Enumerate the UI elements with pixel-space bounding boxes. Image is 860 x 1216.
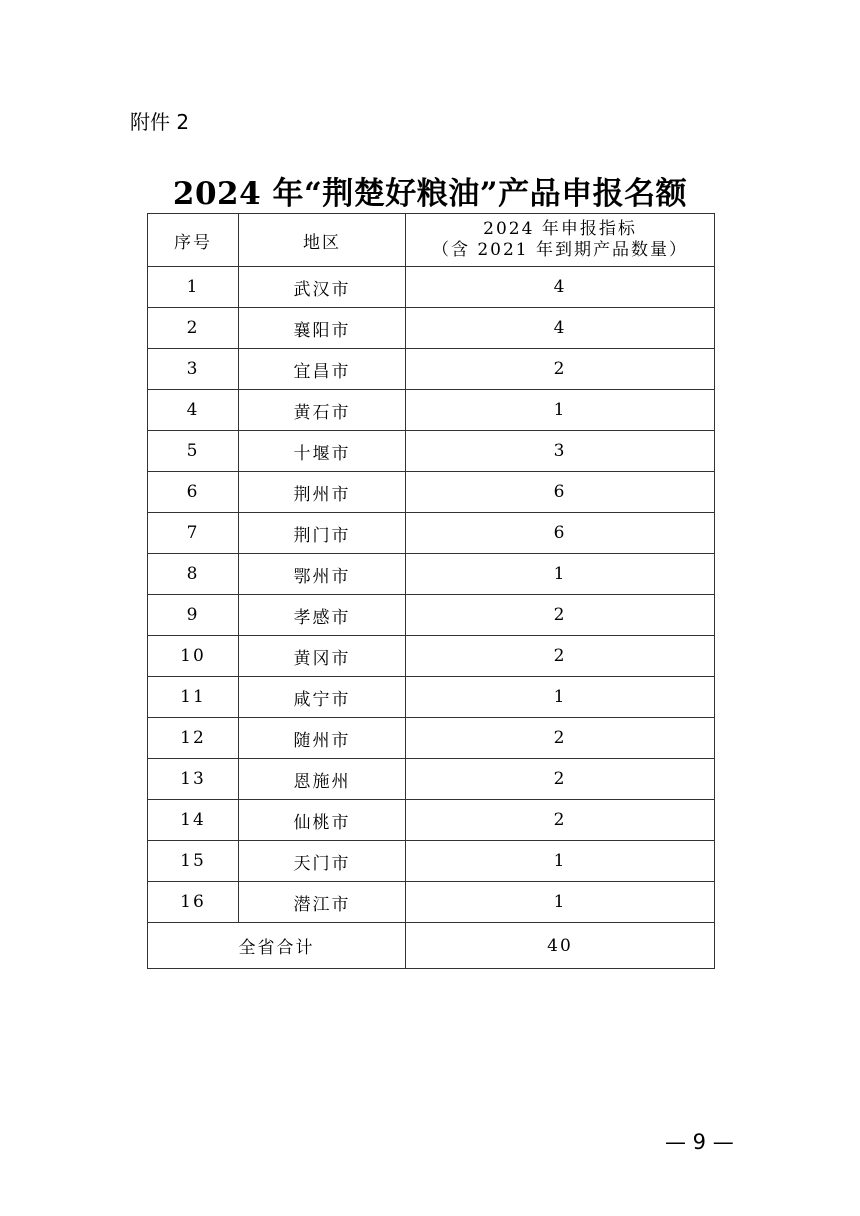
row-index: 2 bbox=[148, 308, 239, 349]
table-row bbox=[148, 390, 715, 431]
row-index: 7 bbox=[148, 513, 239, 554]
table-row bbox=[148, 349, 715, 390]
row-region: 鄂州市 bbox=[239, 554, 406, 595]
page-number: — 9 — bbox=[665, 1130, 734, 1154]
table-row bbox=[148, 472, 715, 513]
row-quota: 2 bbox=[406, 349, 715, 390]
row-quota: 1 bbox=[406, 677, 715, 718]
table-body bbox=[148, 267, 715, 923]
row-index: 4 bbox=[148, 390, 239, 431]
row-quota: 1 bbox=[406, 390, 715, 431]
row-region: 荆州市 bbox=[239, 472, 406, 513]
row-region: 咸宁市 bbox=[239, 677, 406, 718]
row-region: 黄石市 bbox=[239, 390, 406, 431]
table-row bbox=[148, 636, 715, 677]
row-index: 10 bbox=[148, 636, 239, 677]
total-row bbox=[148, 923, 715, 969]
table-row bbox=[148, 800, 715, 841]
row-region: 孝感市 bbox=[239, 595, 406, 636]
total-value: 40 bbox=[406, 923, 715, 969]
row-region: 武汉市 bbox=[239, 267, 406, 308]
row-quota: 3 bbox=[406, 431, 715, 472]
row-quota: 4 bbox=[406, 267, 715, 308]
row-index: 5 bbox=[148, 431, 239, 472]
row-region: 十堰市 bbox=[239, 431, 406, 472]
row-region: 黄冈市 bbox=[239, 636, 406, 677]
row-quota: 1 bbox=[406, 554, 715, 595]
attachment-label: 附件 2 bbox=[130, 110, 190, 134]
row-index: 3 bbox=[148, 349, 239, 390]
row-region: 恩施州 bbox=[239, 759, 406, 800]
table-row bbox=[148, 882, 715, 923]
header-quota-line1: 2024 年申报指标 bbox=[483, 219, 637, 239]
table-row bbox=[148, 841, 715, 882]
row-region: 宜昌市 bbox=[239, 349, 406, 390]
row-quota: 2 bbox=[406, 718, 715, 759]
table-header-row bbox=[148, 214, 715, 267]
table-row bbox=[148, 759, 715, 800]
row-index: 12 bbox=[148, 718, 239, 759]
row-region: 襄阳市 bbox=[239, 308, 406, 349]
row-quota: 1 bbox=[406, 841, 715, 882]
row-quota: 2 bbox=[406, 636, 715, 677]
row-index: 8 bbox=[148, 554, 239, 595]
row-region: 仙桃市 bbox=[239, 800, 406, 841]
quota-table bbox=[147, 213, 715, 969]
table-row bbox=[148, 554, 715, 595]
row-index: 6 bbox=[148, 472, 239, 513]
row-index: 14 bbox=[148, 800, 239, 841]
row-quota: 1 bbox=[406, 882, 715, 923]
table-row bbox=[148, 718, 715, 759]
header-region: 地区 bbox=[239, 214, 406, 267]
header-quota-line2: （含 2021 年到期产品数量） bbox=[431, 240, 689, 260]
table-row bbox=[148, 267, 715, 308]
row-quota: 2 bbox=[406, 759, 715, 800]
row-index: 9 bbox=[148, 595, 239, 636]
table-row bbox=[148, 431, 715, 472]
row-index: 11 bbox=[148, 677, 239, 718]
row-quota: 2 bbox=[406, 595, 715, 636]
row-index: 16 bbox=[148, 882, 239, 923]
total-label: 全省合计 bbox=[148, 923, 406, 969]
row-quota: 4 bbox=[406, 308, 715, 349]
document-title: 2024 年“荆楚好粮油”产品申报名额 bbox=[172, 176, 688, 212]
table-row bbox=[148, 677, 715, 718]
row-index: 13 bbox=[148, 759, 239, 800]
row-region: 随州市 bbox=[239, 718, 406, 759]
row-index: 15 bbox=[148, 841, 239, 882]
table-row bbox=[148, 513, 715, 554]
row-region: 荆门市 bbox=[239, 513, 406, 554]
row-quota: 2 bbox=[406, 800, 715, 841]
row-region: 潜江市 bbox=[239, 882, 406, 923]
row-quota: 6 bbox=[406, 513, 715, 554]
row-index: 1 bbox=[148, 267, 239, 308]
row-region: 天门市 bbox=[239, 841, 406, 882]
table-row bbox=[148, 308, 715, 349]
header-quota bbox=[406, 214, 715, 267]
table-row bbox=[148, 595, 715, 636]
row-quota: 6 bbox=[406, 472, 715, 513]
header-index: 序号 bbox=[148, 214, 239, 267]
